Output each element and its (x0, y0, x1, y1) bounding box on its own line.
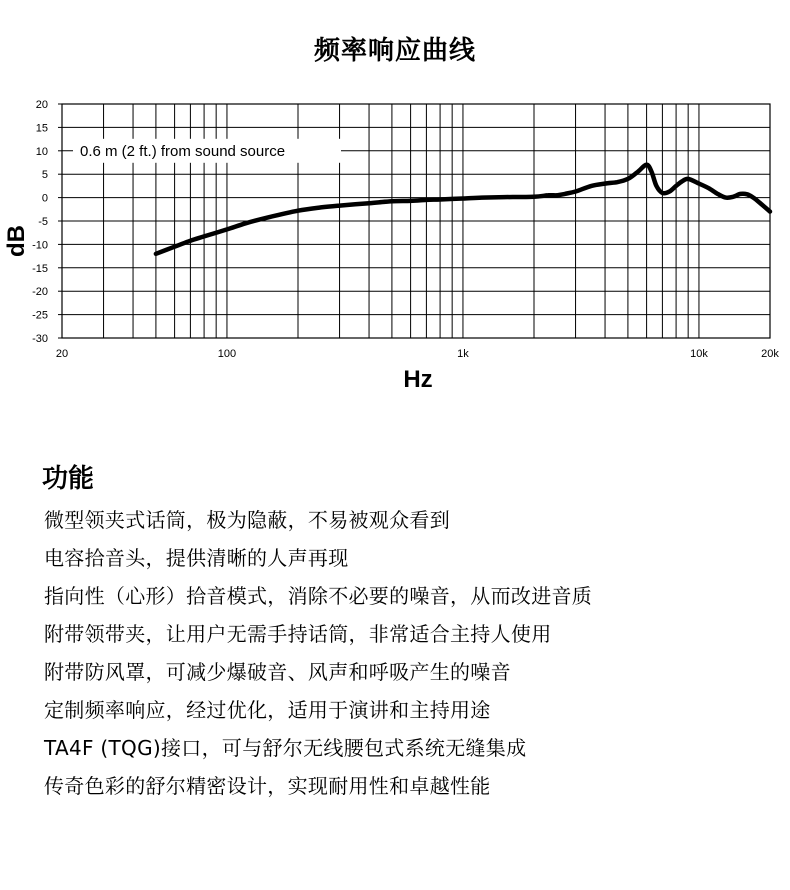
y-tick-label: 15 (35, 122, 48, 135)
feature-item: 定制频率响应，经过优化，适用于演讲和主持用途 (44, 698, 491, 722)
annotation-text: 0.6 m (2 ft.) from sound source (80, 142, 286, 160)
y-tick-label: -5 (38, 216, 48, 228)
feature-item: TA4F (TQG)接口，可与舒尔无线腰包式系统无缝集成 (44, 736, 527, 760)
y-tick-label: 0 (41, 192, 48, 205)
y-tick-label: -20 (32, 286, 48, 299)
features-list (44, 503, 592, 807)
y-tick-label: 20 (35, 99, 48, 111)
y-tick-label: 10 (35, 145, 48, 158)
feature-item: 微型领夹式话筒，极为隐蔽，不易被观众看到 (44, 508, 450, 532)
x-tick-label: 20k (761, 348, 779, 360)
y-tick-label: -15 (32, 262, 48, 275)
feature-item: 传奇色彩的舒尔精密设计，实现耐用性和卓越性能 (44, 774, 491, 798)
features-heading: 功能 (42, 464, 95, 494)
x-tick-label: 10k (690, 348, 708, 360)
y-tick-label: -30 (32, 333, 48, 345)
y-tick-label: -10 (32, 239, 48, 252)
frequency-response-chart (0, 0, 790, 400)
x-tick-label: 100 (217, 348, 237, 360)
feature-item: 指向性（心形）拾音模式，消除不必要的噪音，从而改进音质 (44, 584, 593, 608)
x-tick-label: 20 (55, 348, 69, 360)
feature-item: 电容拾音头，提供清晰的人声再现 (44, 546, 349, 570)
feature-item: 附带领带夹，让用户无需手持话筒，非常适合主持人使用 (44, 622, 552, 646)
x-tick-label: 1k (457, 348, 469, 360)
x-axis-label: Hz (403, 366, 433, 393)
y-axis-label: dB (3, 225, 30, 257)
feature-item: 附带防风罩，可减少爆破音、风声和呼吸产生的噪音 (44, 660, 511, 684)
y-tick-label: -25 (32, 309, 48, 322)
chart-title: 频率响应曲线 (313, 36, 476, 66)
y-tick-label: 5 (41, 169, 48, 182)
